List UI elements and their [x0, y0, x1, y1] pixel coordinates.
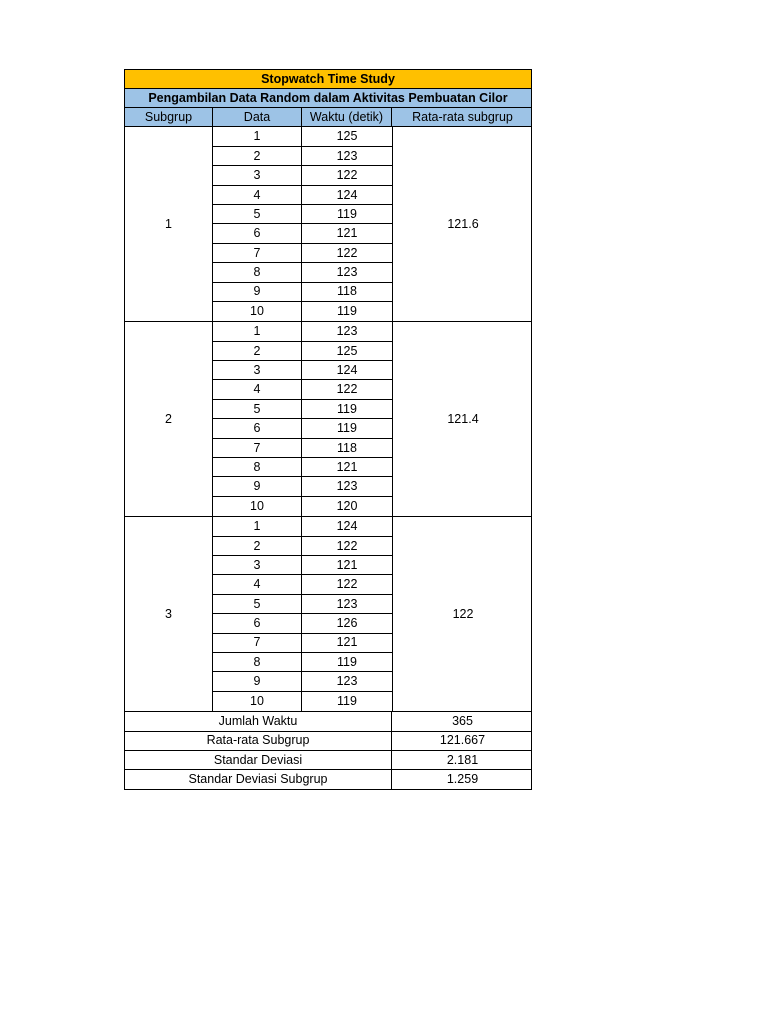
- data-index-cell: 9: [213, 283, 302, 302]
- table-row: [213, 595, 392, 614]
- header-waktu: Waktu (detik): [302, 108, 392, 126]
- table-row: [213, 283, 392, 302]
- data-index-cell: 1: [213, 127, 302, 146]
- waktu-cell: 118: [302, 283, 392, 302]
- waktu-cell: 124: [302, 361, 392, 380]
- summary-row: [124, 770, 532, 789]
- data-index-cell: 2: [213, 147, 302, 166]
- table-row: [213, 166, 392, 185]
- waktu-cell: 121: [302, 556, 392, 575]
- subgroup-average: 122: [392, 517, 533, 711]
- waktu-cell: 124: [302, 517, 392, 536]
- summary-value: 2.181: [446, 752, 479, 767]
- table-row: [213, 322, 392, 341]
- waktu-cell: 119: [302, 653, 392, 672]
- subgroup-average: 121.6: [392, 127, 533, 321]
- summary-value: 1.259: [446, 772, 479, 787]
- table-row: [213, 380, 392, 399]
- table-row: [213, 439, 392, 458]
- waktu-cell: 123: [302, 595, 392, 614]
- table-row: [213, 458, 392, 477]
- data-index-cell: 5: [213, 205, 302, 224]
- table-row: [213, 634, 392, 653]
- table-row: [213, 692, 392, 711]
- waktu-cell: 121: [302, 224, 392, 243]
- subgroup-observations: [213, 517, 392, 711]
- summary-value: 365: [452, 714, 473, 729]
- table-row: [213, 556, 392, 575]
- waktu-cell: 119: [302, 400, 392, 419]
- header-rata-rata: Rata-rata subgrup: [412, 109, 513, 124]
- subgroup-block: [124, 517, 532, 712]
- data-index-cell: 3: [213, 361, 302, 380]
- table-row: [213, 205, 392, 224]
- table-row: [213, 186, 392, 205]
- data-index-cell: 2: [213, 537, 302, 556]
- table-row: [213, 244, 392, 263]
- summary-label: Standar Deviasi: [125, 751, 392, 769]
- waktu-cell: 124: [302, 186, 392, 205]
- summary-label: Rata-rata Subgrup: [125, 732, 392, 750]
- waktu-cell: 122: [302, 575, 392, 594]
- table-title: Stopwatch Time Study: [124, 69, 532, 89]
- data-index-cell: 6: [213, 614, 302, 633]
- data-index-cell: 7: [213, 634, 302, 653]
- waktu-cell: 123: [302, 477, 392, 496]
- header-data: Data: [213, 108, 302, 126]
- summary-value: 121.667: [439, 733, 486, 748]
- data-index-cell: 10: [213, 692, 302, 711]
- waktu-cell: 122: [302, 166, 392, 185]
- table-row: [213, 672, 392, 691]
- waktu-cell: 123: [302, 672, 392, 691]
- table-row: [213, 517, 392, 536]
- data-index-cell: 1: [213, 322, 302, 341]
- data-index-cell: 4: [213, 380, 302, 399]
- subgroup-number: 3: [125, 517, 213, 711]
- time-study-table: [124, 69, 532, 790]
- data-index-cell: 6: [213, 224, 302, 243]
- table-row: [213, 575, 392, 594]
- data-index-cell: 6: [213, 419, 302, 438]
- subgroup-number: 2: [125, 322, 213, 516]
- table-row: [213, 477, 392, 496]
- data-index-cell: 2: [213, 342, 302, 361]
- waktu-cell: 120: [336, 499, 358, 514]
- waktu-cell: 123: [302, 263, 392, 282]
- data-index-cell: 7: [213, 439, 302, 458]
- data-index-cell: 10: [213, 497, 302, 516]
- subgroup-observations: [213, 127, 392, 321]
- data-index-cell: 9: [213, 672, 302, 691]
- subgroup-observations: [213, 322, 392, 516]
- data-index-cell: 7: [213, 244, 302, 263]
- waktu-cell: 123: [302, 147, 392, 166]
- summary-label: Jumlah Waktu: [125, 712, 392, 730]
- data-index-cell: 8: [213, 458, 302, 477]
- data-index-cell: 8: [213, 653, 302, 672]
- data-index-cell: 3: [213, 166, 302, 185]
- waktu-cell: 119: [337, 304, 357, 319]
- waktu-cell: 123: [302, 322, 392, 341]
- data-index-cell: 5: [213, 400, 302, 419]
- subgroup-block: [124, 127, 532, 322]
- data-index-cell: 9: [213, 477, 302, 496]
- data-index-cell: 5: [213, 595, 302, 614]
- waktu-cell: 119: [302, 419, 392, 438]
- data-index-cell: 8: [213, 263, 302, 282]
- table-row: [213, 653, 392, 672]
- table-row: [213, 361, 392, 380]
- subgroup-block: [124, 322, 532, 517]
- data-index-cell: 3: [213, 556, 302, 575]
- waktu-cell: 122: [302, 380, 392, 399]
- waktu-cell: 125: [302, 342, 392, 361]
- column-headers: [124, 108, 532, 127]
- table-subtitle: Pengambilan Data Random dalam Aktivitas Pembuatan Cilor: [124, 89, 532, 109]
- subgroup-average: 121.4: [392, 322, 533, 516]
- table-row: [213, 497, 392, 516]
- table-row: [213, 400, 392, 419]
- table-row: [213, 419, 392, 438]
- header-subgrup: Subgrup: [125, 108, 213, 126]
- waktu-cell: 125: [302, 127, 392, 146]
- summary-row: [124, 732, 532, 751]
- data-index-cell: 1: [213, 517, 302, 536]
- waktu-cell: 122: [302, 537, 392, 556]
- summary-label: Standar Deviasi Subgrup: [125, 770, 392, 788]
- table-row: [213, 263, 392, 282]
- subgroup-blocks: [124, 127, 532, 712]
- table-row: [213, 302, 392, 321]
- table-row: [213, 537, 392, 556]
- summary-row: [124, 712, 532, 731]
- waktu-cell: 121: [302, 634, 392, 653]
- table-row: [213, 127, 392, 146]
- summary-section: [124, 712, 532, 790]
- waktu-cell: 118: [302, 439, 392, 458]
- waktu-cell: 126: [302, 614, 392, 633]
- subgroup-number: 1: [125, 127, 213, 321]
- waktu-cell: 121: [302, 458, 392, 477]
- waktu-cell: 119: [302, 205, 392, 224]
- waktu-cell: 119: [337, 694, 357, 709]
- waktu-cell: 122: [302, 244, 392, 263]
- data-index-cell: 4: [213, 575, 302, 594]
- table-row: [213, 614, 392, 633]
- table-row: [213, 147, 392, 166]
- data-index-cell: 4: [213, 186, 302, 205]
- data-index-cell: 10: [213, 302, 302, 321]
- table-row: [213, 342, 392, 361]
- table-row: [213, 224, 392, 243]
- summary-row: [124, 751, 532, 770]
